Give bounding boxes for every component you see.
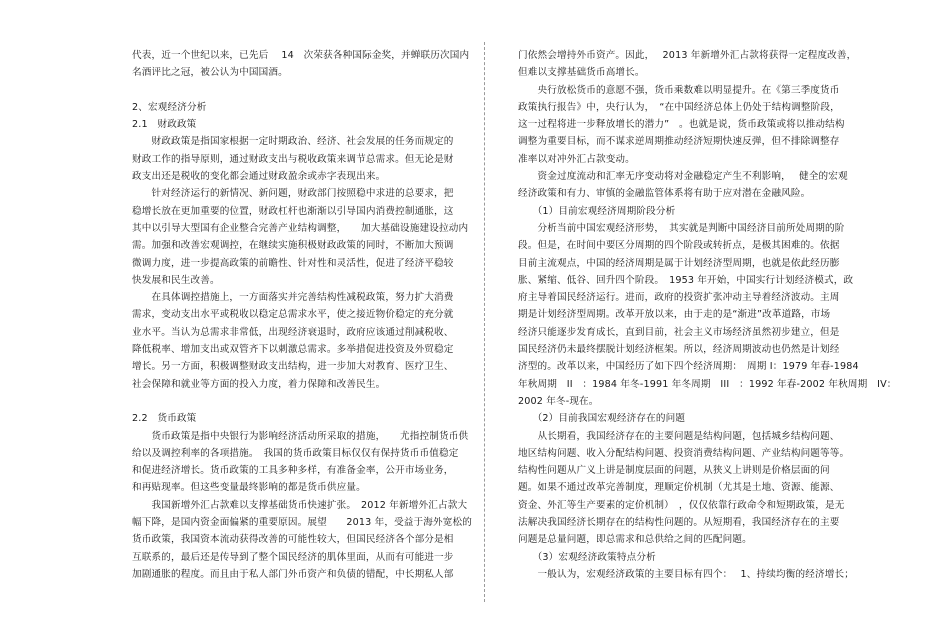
text-line: 2002 年冬-现在。 (518, 395, 599, 407)
text-line: 针对经济运行的新情况、新问题，财政部门按照稳中求进的总要求，把 (132, 188, 454, 200)
text-line: 给以及调控利率的各项措施。 我国的货币政策目标仅仅有保持货币币值稳定 (132, 447, 459, 459)
left-column (132, 47, 473, 583)
column-divider (484, 42, 485, 602)
text-line: 在具体调控措施上，一方面落实并完善结构性减税政策，努力扩大消费 (132, 292, 454, 304)
text-line: 财政政策是指国家根据一定时期政治、经济、社会发展的任务而规定的 (132, 136, 454, 148)
text-line: 一般认为，宏观经济政策的主要目标有四个： 1、持续均衡的经济增长； (518, 568, 854, 580)
text-line: （2）目前我国宏观经济存在的问题 (518, 413, 686, 425)
text-line: 政策执行报告》中，央行认为， “在中国经济总体上仍处于结构调整阶段， (518, 101, 840, 113)
text-line: 国民经济仍未最终摆脱计划经济框架。所以，经济周期波动也仍然是计划经 (518, 344, 840, 356)
text-line: 资金、外汇等生产要素的定价机制） ，仅仅依靠行政命令和短期政策，是无 (518, 499, 845, 511)
text-line: 财政工作的指导原则，通过财政支出与税收政策来调节总需求。但无论是财 (132, 153, 454, 165)
text-line: 问题是总量问题，即总需求和总供给之间的匹配问题。 (518, 534, 752, 546)
text-line: （3）宏观经济政策特点分析 (518, 551, 656, 563)
text-line: 名酒评比之冠，被公认为中国国酒。 (132, 67, 288, 79)
text-line: 需。加强和改善宏观调控，在继续实施积极财政政策的同时，不断加大预调 (132, 240, 454, 252)
text-line: 从长期看，我国经济存在的主要问题是结构问题，包括城乡结构问题、 (518, 430, 840, 442)
text-line: 加剧通胀的程度。而且由于私人部门外币资产和负债的错配，中长期私人部 (132, 568, 454, 580)
text-line: 降低税率、增加支出或双管齐下以刺激总需求。多举措促进投资及外贸稳定 (132, 344, 454, 356)
text-line: 社会保障和就业等方面的投入力度，着力保障和改善民生。 (132, 378, 386, 390)
text-line: 货币政策，我国资本流动获得改善的可能性较大，但国民经济各个部分是相 (132, 534, 454, 546)
text-line: 法解决我国经济长期存在的结构性问题的。从短期看，我国经济存在的主要 (518, 517, 840, 529)
text-line: 互联系的，最后还是传导到了整个国民经济的肌体里面，从而有可能进一步 (132, 551, 454, 563)
text-line: 微调力度，进一步提高政策的前瞻性、针对性和灵活性，促进了经济平稳较 (132, 257, 454, 269)
text-line: 稳增长放在更加重要的位置，财政杠杆也渐渐以引导国内消费控制通胀，这 (132, 205, 454, 217)
text-line: 目前主流观点，中国的经济周期是属于计划经济型周期，也就是依此经历膨 (518, 257, 840, 269)
text-line: （1）目前宏观经济周期阶段分析 (518, 205, 676, 217)
text-line: 门依然会增持外币资产。因此， 2013 年新增外汇占款将获得一定程度改善， (518, 50, 857, 61)
text-line: 地区结构问题、收入分配结构问题、投资消费结构问题、产业结构问题等等。 (518, 447, 850, 459)
text-line: 调整为重要目标，而不谋求逆周期推动经济短期快速反弹，但不排除调整存 (518, 136, 840, 148)
text-line: 准率以对冲外汇占款变动。 (518, 153, 635, 165)
paragraph-gap (132, 82, 466, 99)
text-line: 和促进经济增长。货币政策的工具多种多样，有准备金率，公开市场业务， (132, 465, 454, 477)
text-line: 年秋周期 II ：1984 年冬-1991 年冬周期 III ：1992 年春-2002 年秋周期 IV： (518, 378, 897, 390)
text-line: 期是计划经济型周期。改革开放以来，由于走的是“渐进”改革道路，市场 (518, 309, 831, 321)
text-line: 分析当前中国宏观经济形势， 其实就是判断中国经济目前所处周期的阶 (518, 222, 845, 234)
paragraph-gap (132, 393, 466, 410)
text-line: 经济政策和有力、审慎的金融监管体系将有助于应对潜在金融风险。 (518, 188, 811, 200)
text-line: 货币政策是指中央银行为影响经济活动所采取的措施， 尤指控制货币供 (132, 430, 469, 442)
text-line: 快发展和民生改善。 (132, 274, 220, 286)
text-line: 这一过程将进一步释放增长的潜力” 。也就是说，货币政策或将以推动结构 (518, 119, 845, 131)
text-line: 业水平。当认为总需求非常低，出现经济衰退时，政府应该通过削减税收、 (132, 326, 454, 338)
text-line: 央行放松货币的意愿不强，货币乘数难以明显提升。在《第三季度货币 (518, 84, 840, 96)
text-line: 结构性问题从广义上讲是制度层面的问题，从狭义上讲则是价格层面的问 (518, 465, 830, 477)
text-line: 增长。另一方面，积极调整财政支出结构，进一步加大对教育、医疗卫生、 (132, 361, 454, 373)
text-line: 经济只能逐步发育成长，直到目前，社会主义市场经济虽然初步建立，但是 (518, 326, 840, 338)
text-line: 2.2 货币政策 (132, 413, 197, 425)
text-line: 需求，变动支出水平或税收以稳定总需求水平，使之接近物价稳定的充分就 (132, 309, 454, 321)
text-line: 和再贴现率。但这些变量最终影响的都是货币供应量。 (132, 482, 366, 494)
text-line: 资金过度流动和汇率无序变动将对金融稳定产生不利影响， 健全的宏观 (518, 171, 848, 183)
text-line: 2、宏观经济分析 (132, 101, 207, 113)
text-line: 政支出还是税收的变化都会通过财政盈余或赤字表现出来。 (132, 171, 386, 183)
text-line: 府主导着国民经济运行。进而，政府的投资扩张冲动主导着经济波动。主周 (518, 292, 840, 304)
text-line: 但难以支撑基础货币高增长。 (518, 67, 645, 79)
text-line: 我国新增外汇占款难以支撑基础货币快速扩张。 2012 年新增外汇占款大 (132, 499, 468, 511)
right-column (518, 47, 897, 583)
text-line: 题。如果不通过改革完善制度，理顺定价机制（尤其是土地、资源、能源、 (518, 482, 840, 494)
text-line: 幅下降，是国内资金面偏紧的重要原因。展望 2013 年，受益于海外宽松的 (132, 517, 473, 529)
text-line: 其中以引导大型国有企业整合完善产业结构调整， 加大基础设施建设拉动内 (132, 222, 469, 234)
text-line: 济型的。改革以来，中国经历了如下四个经济周期： 周期 I：1979 年春-1984 (518, 361, 859, 373)
text-line: 段。但是，在时间中要区分周期的四个阶段或转折点，是极其困难的。依据 (518, 240, 840, 252)
text-line: 2.1 财政政策 (132, 119, 197, 131)
text-line: 胀、紧缩、低谷、回升四个阶段。 1953 年开始，中国实行计划经济模式，政 (518, 274, 854, 286)
text-line: 代表，近一个世纪以来，已先后 14 次荣获各种国际金奖，并蝉联历次国内 (132, 50, 470, 61)
